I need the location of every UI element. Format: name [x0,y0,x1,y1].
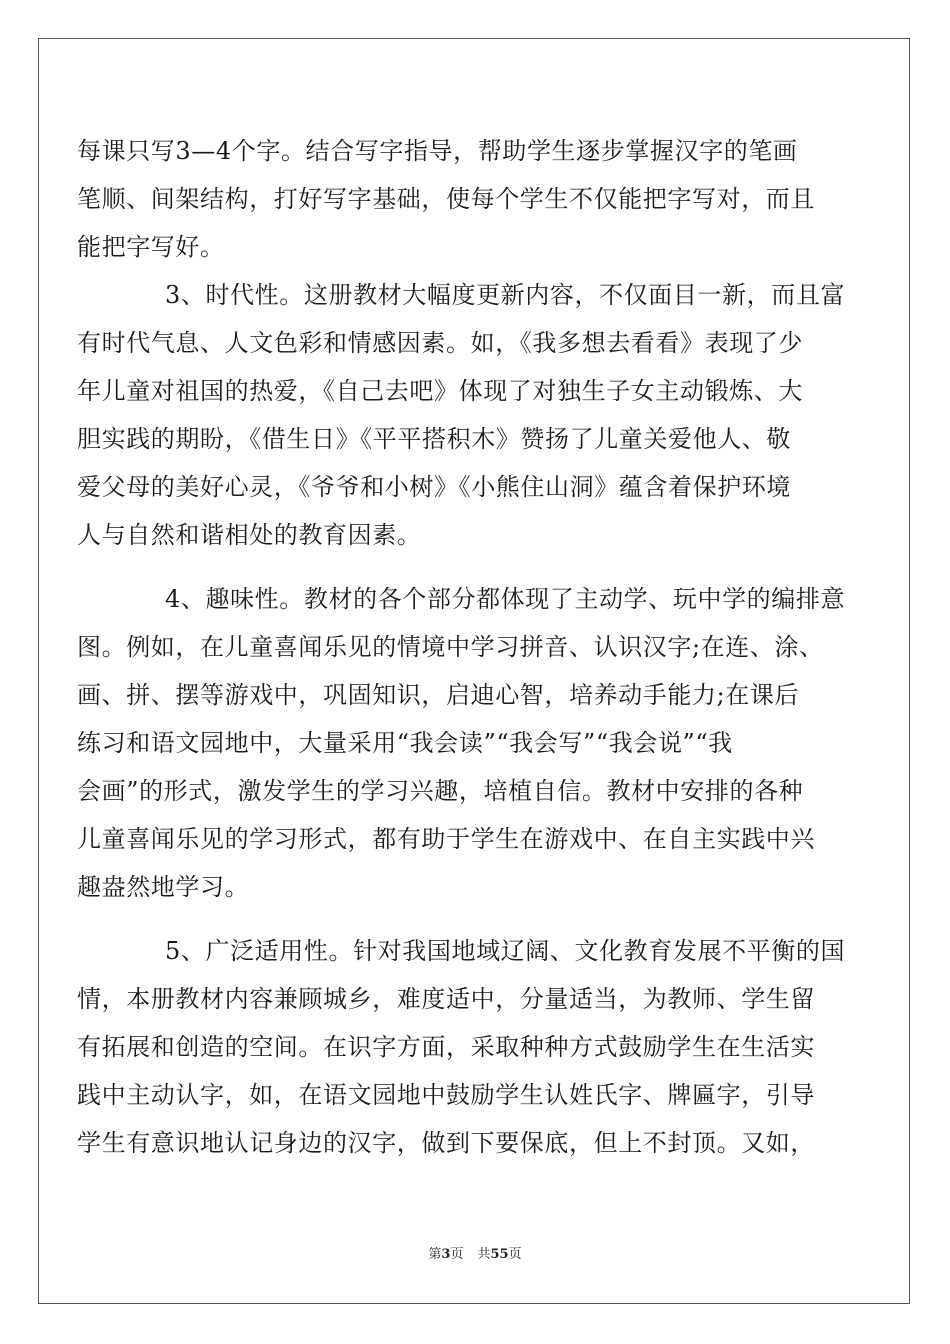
page-number: 3 [441,1247,451,1262]
text-line: 练习和语文园地中，大量采用“我会读”“我会写”“我会说”“我 [77,729,733,757]
total-label-suffix: 页 [508,1247,522,1262]
text-line: 3、时代性。这册教材大幅度更新内容，不仅面目一新，而且富 [165,281,846,309]
text-line: 笔顺、间架结构，打好写字基础，使每个学生不仅能把字写对，而且 [77,185,815,213]
text-line: 践中主动认字，如，在语文园地中鼓励学生认姓氏字、牌匾字，引导 [77,1081,815,1109]
total-label-prefix: 共 [477,1247,491,1262]
text-line: 每课只写3—4个字。结合写字指导，帮助学生逐步掌握汉字的笔画 [77,137,798,165]
text-line: 有拓展和创造的空间。在识字方面，采取种种方式鼓励学生在生活实 [77,1033,815,1061]
text-line: 画、拼、摆等游戏中，巩固知识，启迪心智，培养动手能力;在课后 [77,681,800,709]
page-label-suffix: 页 [450,1247,464,1262]
text-line: 学生有意识地认记身边的汉字，做到下要保底，但上不封顶。又如， [77,1129,815,1157]
text-line: 有时代气息、人文色彩和情感因素。如，《我多想去看看》表现了少 [77,329,803,357]
text-line: 图。例如，在儿童喜闻乐见的情境中学习拼音、认识汉字;在连、涂、 [77,633,824,661]
text-line: 人与自然和谐相处的教育因素。 [77,521,422,549]
page-frame [38,38,910,1304]
text-line: 趣盎然地学习。 [77,873,250,901]
page-footer [0,1246,950,1264]
text-line: 爱父母的美好心灵，《爷爷和小树》《小熊住山洞》蕴含着保护环境 [77,473,791,501]
page-label-prefix: 第 [428,1247,442,1262]
text-line: 4、趣味性。教材的各个部分都体现了主动学、玩中学的编排意 [165,585,846,613]
text-line: 情，本册教材内容兼顾城乡，难度适中，分量适当，为教师、学生留 [77,985,815,1013]
text-line: 能把字写好。 [77,233,225,261]
text-line: 胆实践的期盼，《借生日》《平平搭积木》赞扬了儿童关爱他人、敬 [77,425,791,453]
text-line: 年儿童对祖国的热爱，《自己去吧》体现了对独生子女主动锻炼、大 [77,377,803,405]
text-line: 5、广泛适用性。针对我国地域辽阔、文化教育发展不平衡的国 [165,937,846,965]
total-pages: 55 [490,1247,509,1262]
text-line: 会画”的形式，激发学生的学习兴趣，培植自信。教材中安排的各种 [77,777,804,805]
text-line: 儿童喜闻乐见的学习形式，都有助于学生在游戏中、在自主实践中兴 [77,825,815,853]
